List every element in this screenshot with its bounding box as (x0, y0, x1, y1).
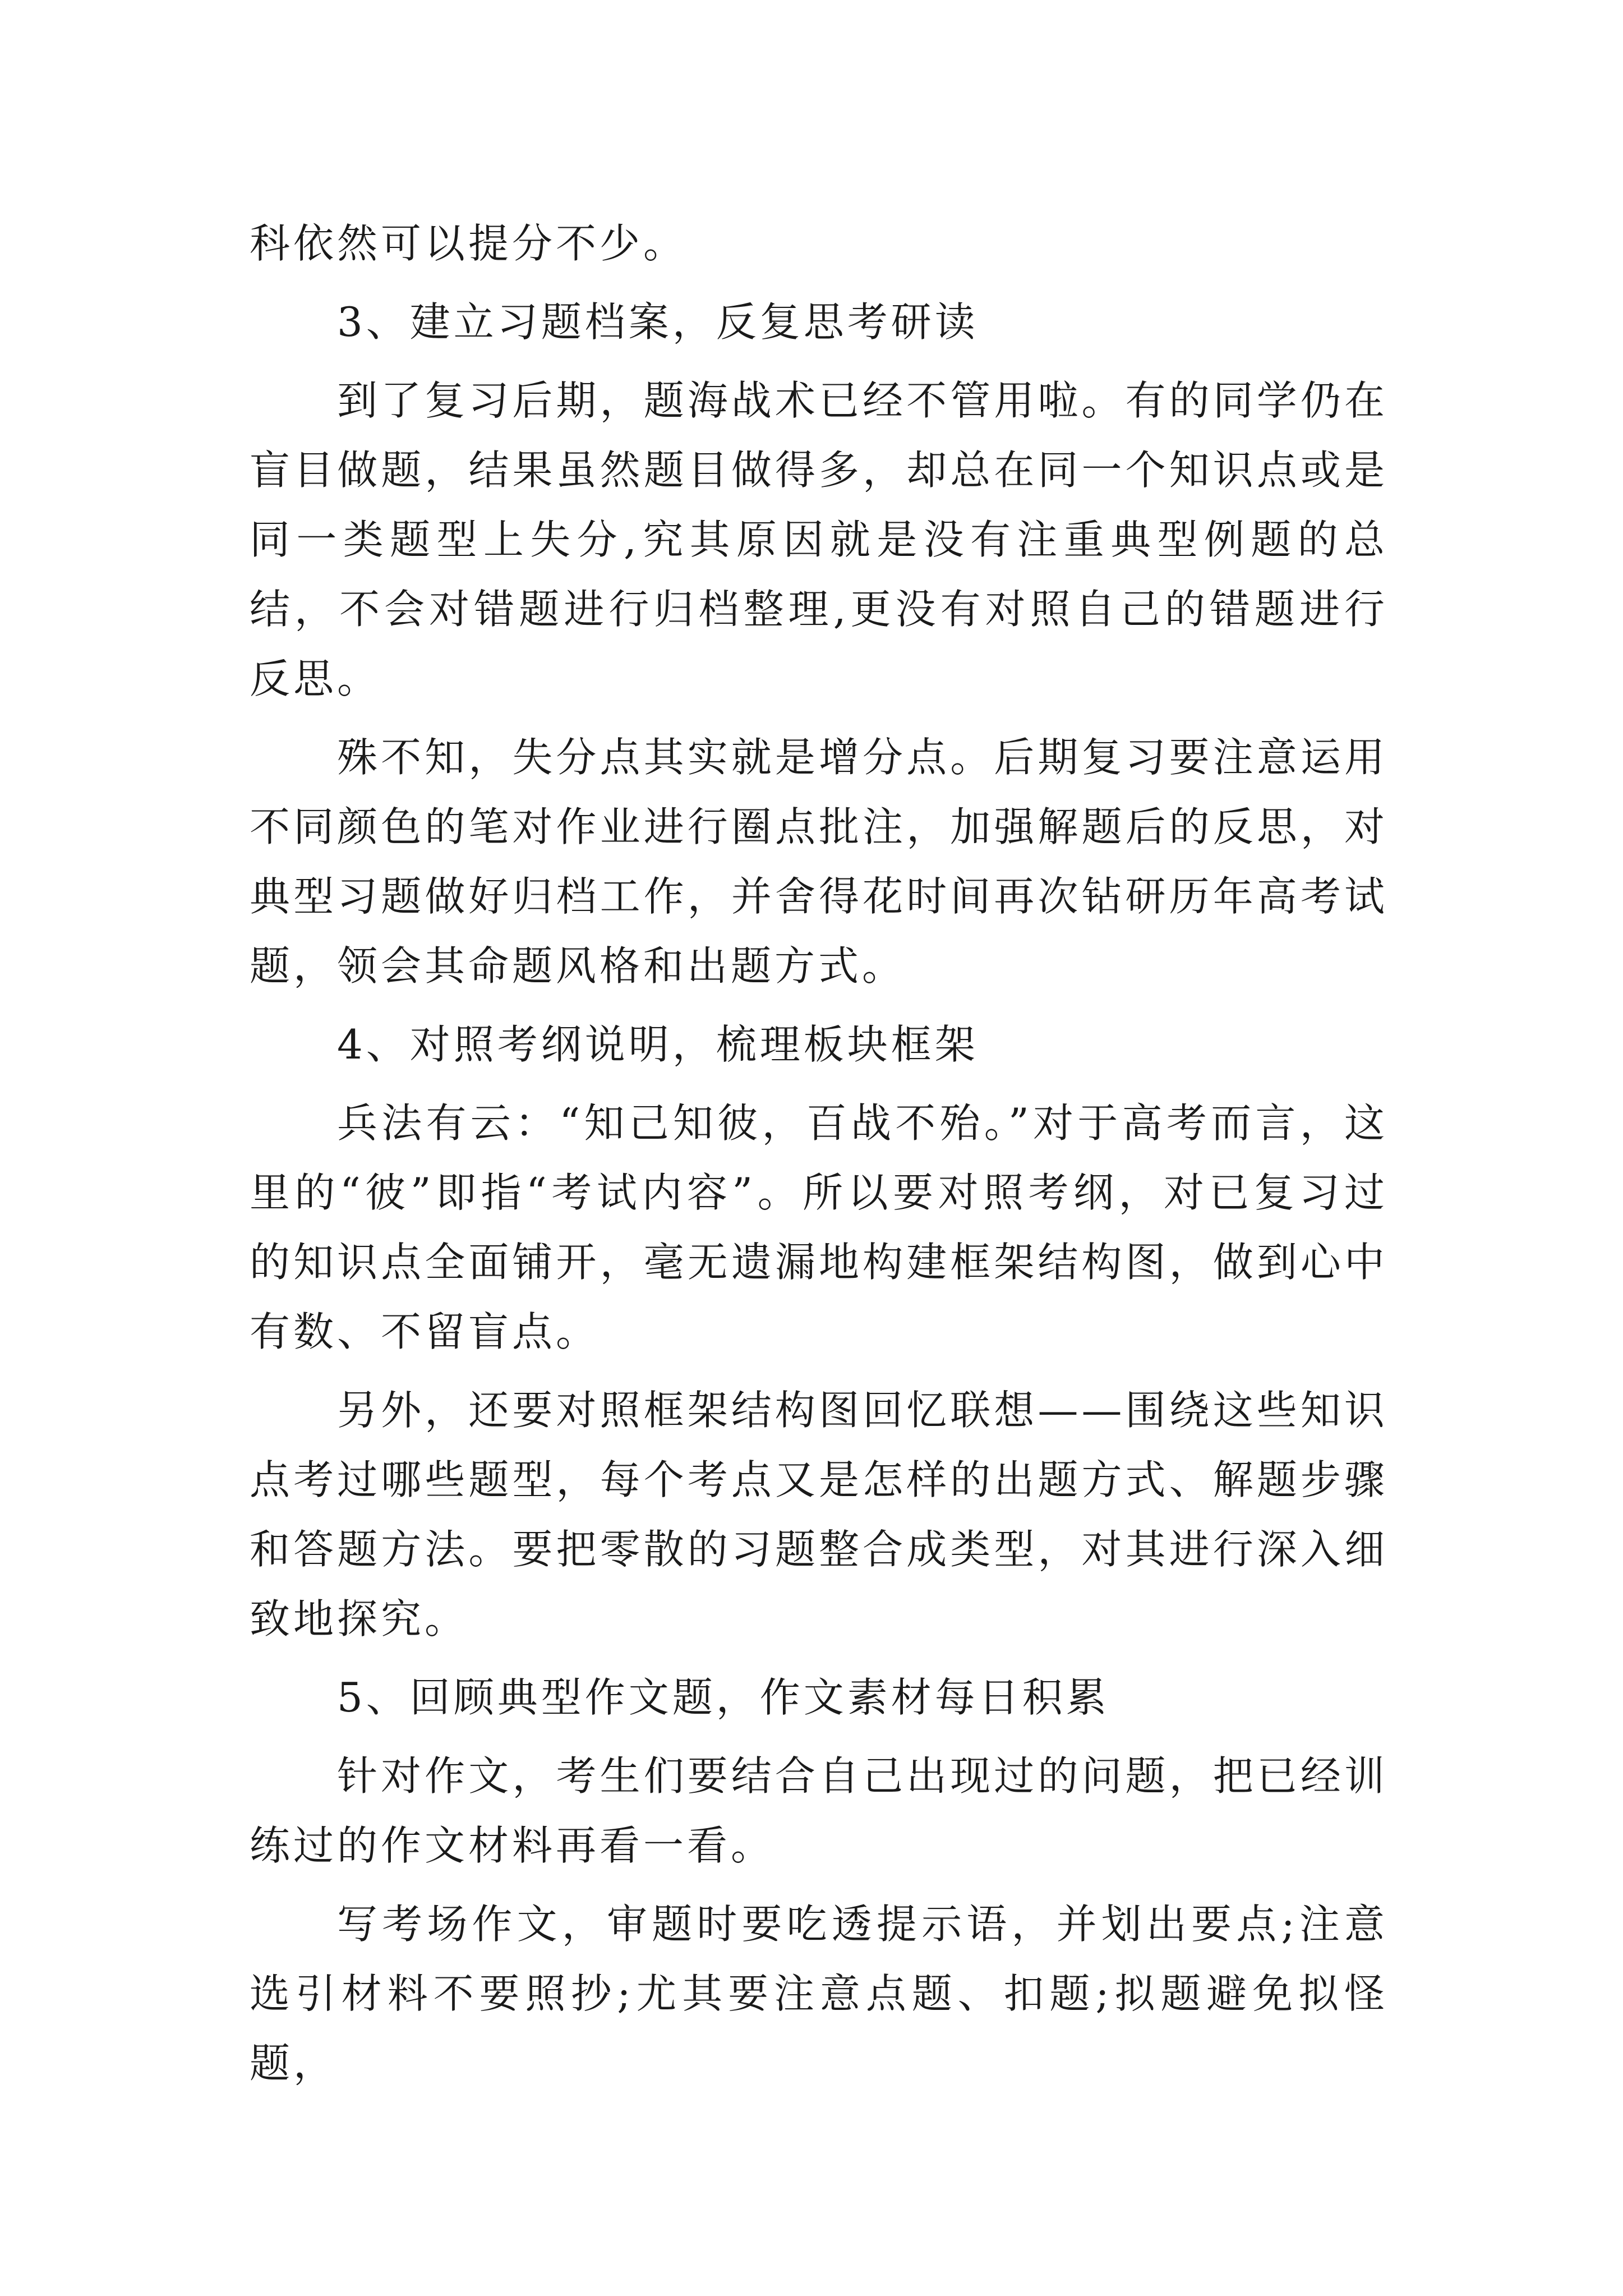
paragraph: 殊不知，失分点其实就是增分点。后期复习要注意运用不同颜色的笔对作业进行圈点批注，加强解题后的反思，对典型习题做好归档工作，并舍得花时间再次钻研历年高考试题，领会其命题风格和出题方式。 (250, 734, 1388, 990)
paragraph: 兵法有云：“知己知彼，百战不殆。”对于高考而言，这里的“彼”即指“考试内容”。所以要对照考纲，对已复习过的知识点全面铺开，毫无遗漏地构建框架结构图，做到心中有数、不留盲点。 (250, 1099, 1388, 1355)
section-heading-4: 4、对照考纲说明，梳理板块框架 (337, 1021, 979, 1068)
section-heading-5: 5、回顾典型作文题，作文素材每日积累 (337, 1674, 1110, 1721)
paragraph: 另外，还要对照框架结构图回忆联想——围绕这些知识点考过哪些题型，每个考点又是怎样的出题方式、解题步骤和答题方法。要把零散的习题整合成类型，对其进行深入细致地探究。 (250, 1387, 1388, 1642)
paragraph: 到了复习后期，题海战术已经不管用啦。有的同学仍在盲目做题，结果虽然题目做得多，却总在同一个知识点或是同一类题型上失分,究其原因就是没有注重典型例题的总结，不会对错题进行归档整理,更没有对照自己的错题进行反思。 (250, 377, 1388, 702)
paragraph: 针对作文，考生们要结合自己出现过的问题，把已经训练过的作文材料再看一看。 (250, 1752, 1388, 1869)
paragraph: 写考场作文，审题时要吃透提示语，并划出要点;注意选引材料不要照抄;尤其要注意点题、扣题;拟题避免拟怪题， (250, 1901, 1388, 2087)
paragraph-continuation: 科依然可以提分不少。 (250, 220, 688, 267)
section-heading-3: 3、建立习题档案，反复思考研读 (337, 298, 979, 346)
document-body (250, 209, 1388, 2107)
